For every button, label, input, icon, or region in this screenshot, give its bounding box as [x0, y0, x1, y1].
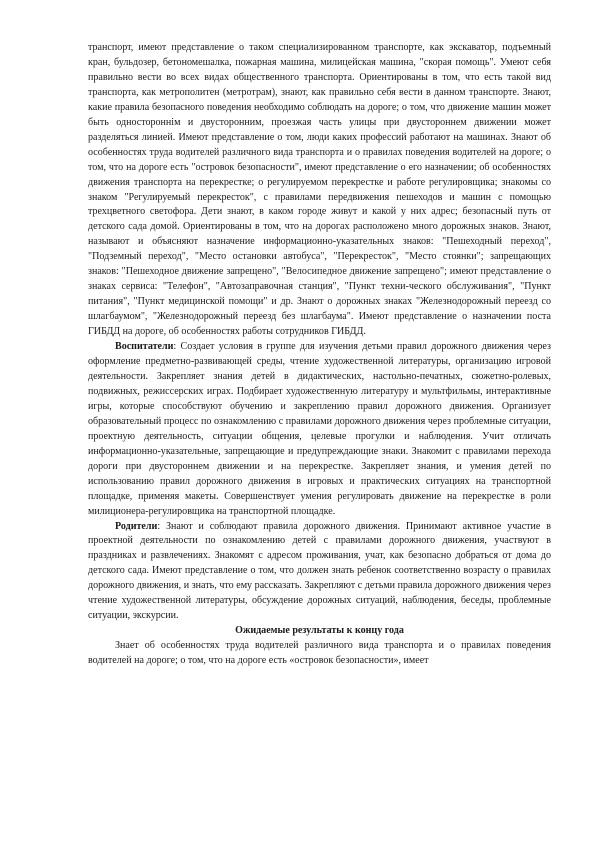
parents-label: Родители — [115, 520, 158, 532]
document-page — [88, 41, 551, 669]
paragraph-results: Знает об особенностях труда водителей различного вида транспорта и о правилах поведения водителей на дороге; о том, что на дороге есть «островок безопасности», имеет — [88, 640, 551, 667]
paragraph-children-knowledge: транспорт, имеют представление о таком специализированном транспорте, как экскаватор, подъемный кран, бульдозер, бетономешалка, пожарная машина, милицейская машина, "скорая помощь". Умеют себя правильно вести во всех видах общественного транспорта. Ориентированы в том, что есть такой вид транспорта, как метрополитен (метротрам), знают, как правильно себя вести в данном транспорте. Знают, какие правила безопасного поведения необходимо соблюдать на дороге; о том, что движение машин может быть одностороннім и двусторонним, проезжая часть улицы при двустороннем движении может разделяться линией. Имеют представление о том, люди каких профессий работают на машинах. Знают об особенностях труда водителей различного вида транспорта и о правилах поведения водителей на дороге; о том, что на дороге есть "островок безопасности", имеют представление о его назначении; об особенностях движения транспорта на перекрестке; о регулируемом перекрестке и работе регулировщика; знакомы со знаком "Регулируемый перекресток", с правилами передвижения пешеходов и машин с помощью трехцветного светофора. Дети знают, в каком городе живут и какой у них адрес; безопасный путь от детского сада домой. Ориентированы в том, что на дорогах расположено много дорожных знаков. Знают, называют и объясняют назначение информационно-указательных знаков: "Пешеходный переход", "Подземный переход", "Место остановки автобуса", "Перекресток", "Место стоянки"; запрещающих знаков: "Пешеходное движение запрещено", "Велосипедное движение запрещено"; имеют представление о знаках сервиса: "Телефон", "Автозаправочная станция", "Пункт техни-ческого обслуживания", "Пункт питания", "Пункт медицинской помощи" и др. Знают о дорожных знаках "Железнодорожный переезд со шлагбаумом", "Железнодорожный переезд без шлагбаума". Имеют представление о назначении поста ГИБДД на дороге, об особенностях работы сотрудников ГИБДД. — [88, 42, 551, 338]
paragraph-educators — [88, 340, 551, 519]
educators-text: : Создает условия в группе для изучения детьми правил дорожного движения через оформление предметно-развивающей среды, чтение художественной литературы, организацию игровой деятельности. Закрепляет знания детей в дидактических, настольно-печатных, сюжетно-ролевых, подвижных, режиссерских играх. Подбирает художественную литературу и мультфильмы, интерактивные игры, которые способствуют обучению и закреплению правил дорожного движения. Организует образовательный процесс по ознакомлению с правилами дорожного движения через проблемные ситуации, проектную деятельность, ситуации общения, целевые прогулки и наблюдения. Учит отличать информационно-указательные, запрещающие и предупреждающие знаки. Знакомит с правилами перехода дороги при двустороннем движении и на перекрестке. Закрепляет знания, и умения детей по использованию правил дорожного движения в игровых и практических ситуациях на транспортной площадке, применяя макеты. Совершенствует умения регулировать движение на перекрестке в роли милиционера-регулировщика на транспортной площадке. — [88, 341, 551, 517]
results-heading: Ожидаемые результаты к концу года — [235, 625, 404, 637]
parents-text: : Знают и соблюдают правила дорожного движения. Принимают активное участие в проектной деятельности по ознакомлению детей с правилами дорожного движения, участвуют в праздниках и развлечениях. Знакомят с адресом проживания, учат, как безопасно добраться от дома до детского сада. Имеют представление о том, что должен знать ребенок соответственно возрасту о правилах дорожного движения, и знать, что ему рассказать. Закрепляют с детьми правила дорожного движения через чтение художественной литературы, обсуждение дорожных ситуаций, наблюдения, беседы, проблемные ситуации, экскурсии. — [88, 520, 551, 622]
educators-label: Воспитатели — [115, 341, 174, 353]
paragraph-parents — [88, 520, 551, 625]
